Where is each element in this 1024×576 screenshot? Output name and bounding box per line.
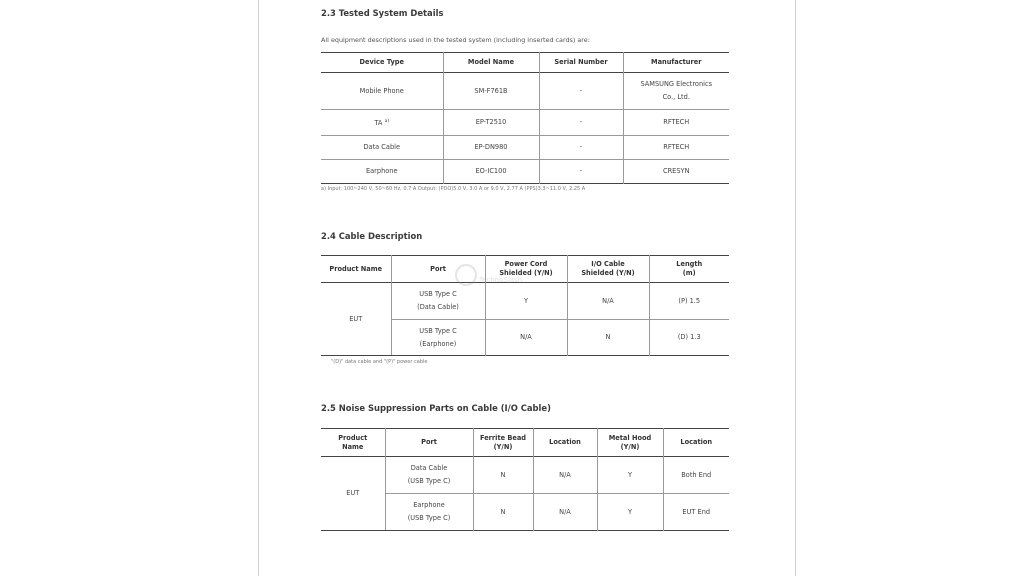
col-power-cord-shielded [485,256,567,283]
col-location-2: Location [663,429,729,457]
cell-location: N/A [533,457,597,494]
header-line: Metal Hood [608,433,652,442]
port-line: Data Cable [410,464,448,472]
device-type-text: TA [374,119,383,128]
table-row [321,160,729,184]
cell-manufacturer: RFTECH [623,110,729,136]
cell-serial-number: - [539,110,623,136]
col-location: Location [533,429,597,457]
table-row [321,283,729,320]
port-line: (USB Type C) [407,514,451,522]
col-port: Port [391,256,485,283]
header-line: Shielded (Y/N) [499,269,553,277]
cell-product-name: EUT [321,283,391,356]
section-2-3-footnote: a) Input: 100~240 V, 50~60 Hz, 0.7 A Output: (PDO)5.0 V, 3.0 A or 9.0 V, 2.77 A (PPS)3.3~11.0 V, 2.25 A [321,186,586,192]
cell-model-name: EP-DN980 [443,136,539,160]
cell-model-name: EP-T2510 [443,110,539,136]
port-line: (Earphone) [419,339,457,348]
cell-device-type: Earphone [321,160,443,184]
port-line: (USB Type C) [407,477,451,485]
section-2-5-heading: 2.5 Noise Suppression Parts on Cable (I/O Cable) [321,403,551,413]
watermark-text: TechnoSlash [479,276,523,284]
header-line: Ferrite Bead [479,433,527,442]
cell-port [391,320,485,356]
manufacturer-line: Co., Ltd. [662,93,690,101]
cell-io-cable: N/A [567,283,649,320]
col-product-name: Product Name [321,256,391,283]
footnote-marker: a) [384,118,390,124]
cell-location-2: Both End [663,457,729,494]
cell-manufacturer: RFTECH [623,136,729,160]
cell-power-cord: N/A [485,320,567,356]
table-row [321,110,729,136]
col-length [649,256,729,283]
header-line: I/O Cable [591,260,625,268]
cell-device-type [321,110,443,136]
cell-manufacturer: CRESYN [623,160,729,184]
cell-serial-number: - [539,160,623,184]
cable-description-table [321,255,729,356]
header-line: Shielded (Y/N) [581,269,635,277]
cell-power-cord: Y [485,283,567,320]
header-line: Length [676,260,703,268]
cell-model-name: SM-F761B [443,73,539,110]
table-row [321,136,729,160]
cell-metal-hood: Y [597,494,663,531]
col-manufacturer: Manufacturer [623,53,729,73]
tested-system-table [321,52,729,184]
document-page [258,0,796,576]
cell-serial-number: - [539,73,623,110]
cell-serial-number: - [539,136,623,160]
port-line: (Data Cable) [417,303,459,311]
port-line: USB Type C [419,326,457,335]
cell-device-type: Data Cable [321,136,443,160]
cell-length: (P) 1.5 [649,283,729,320]
cell-port [385,457,473,494]
table-row [321,73,729,110]
section-2-3-heading: 2.3 Tested System Details [321,8,444,18]
col-metal-hood [597,429,663,457]
header-line: (Y/N) [620,442,640,451]
section-2-4-heading: 2.4 Cable Description [321,231,423,241]
col-serial-number: Serial Number [539,53,623,73]
cell-port [391,283,485,320]
noise-suppression-table [321,428,729,531]
col-device-type: Device Type [321,53,443,73]
cell-location: N/A [533,494,597,531]
manufacturer-line: SAMSUNG Electronics [640,80,713,88]
cell-ferrite-bead: N [473,457,533,494]
port-line: Earphone [413,501,445,509]
cell-port [385,494,473,531]
section-2-4-footnote: "(D)" data cable and "(P)" power cable [331,359,428,365]
cell-ferrite-bead: N [473,494,533,531]
cell-device-type: Mobile Phone [321,73,443,110]
cell-io-cable: N [567,320,649,356]
cell-length: (D) 1.3 [649,320,729,356]
col-ferrite-bead [473,429,533,457]
cell-manufacturer [623,73,729,110]
cell-product-name: EUT [321,457,385,531]
header-line: (Y/N) [493,442,513,451]
cell-location-2: EUT End [663,494,729,531]
col-product-name [321,429,385,457]
section-2-3-intro: All equipment descriptions used in the tested system (including inserted cards) are: [321,36,590,44]
header-line: Power Cord [504,260,548,268]
col-port: Port [385,429,473,457]
header-line: (m) [682,269,696,277]
table-row [321,457,729,494]
col-io-cable-shielded [567,256,649,283]
header-line: Product [338,433,368,442]
cell-model-name: EO-IC100 [443,160,539,184]
header-line: Name [342,442,364,451]
cell-metal-hood: Y [597,457,663,494]
col-model-name: Model Name [443,53,539,73]
port-line: USB Type C [419,290,457,298]
